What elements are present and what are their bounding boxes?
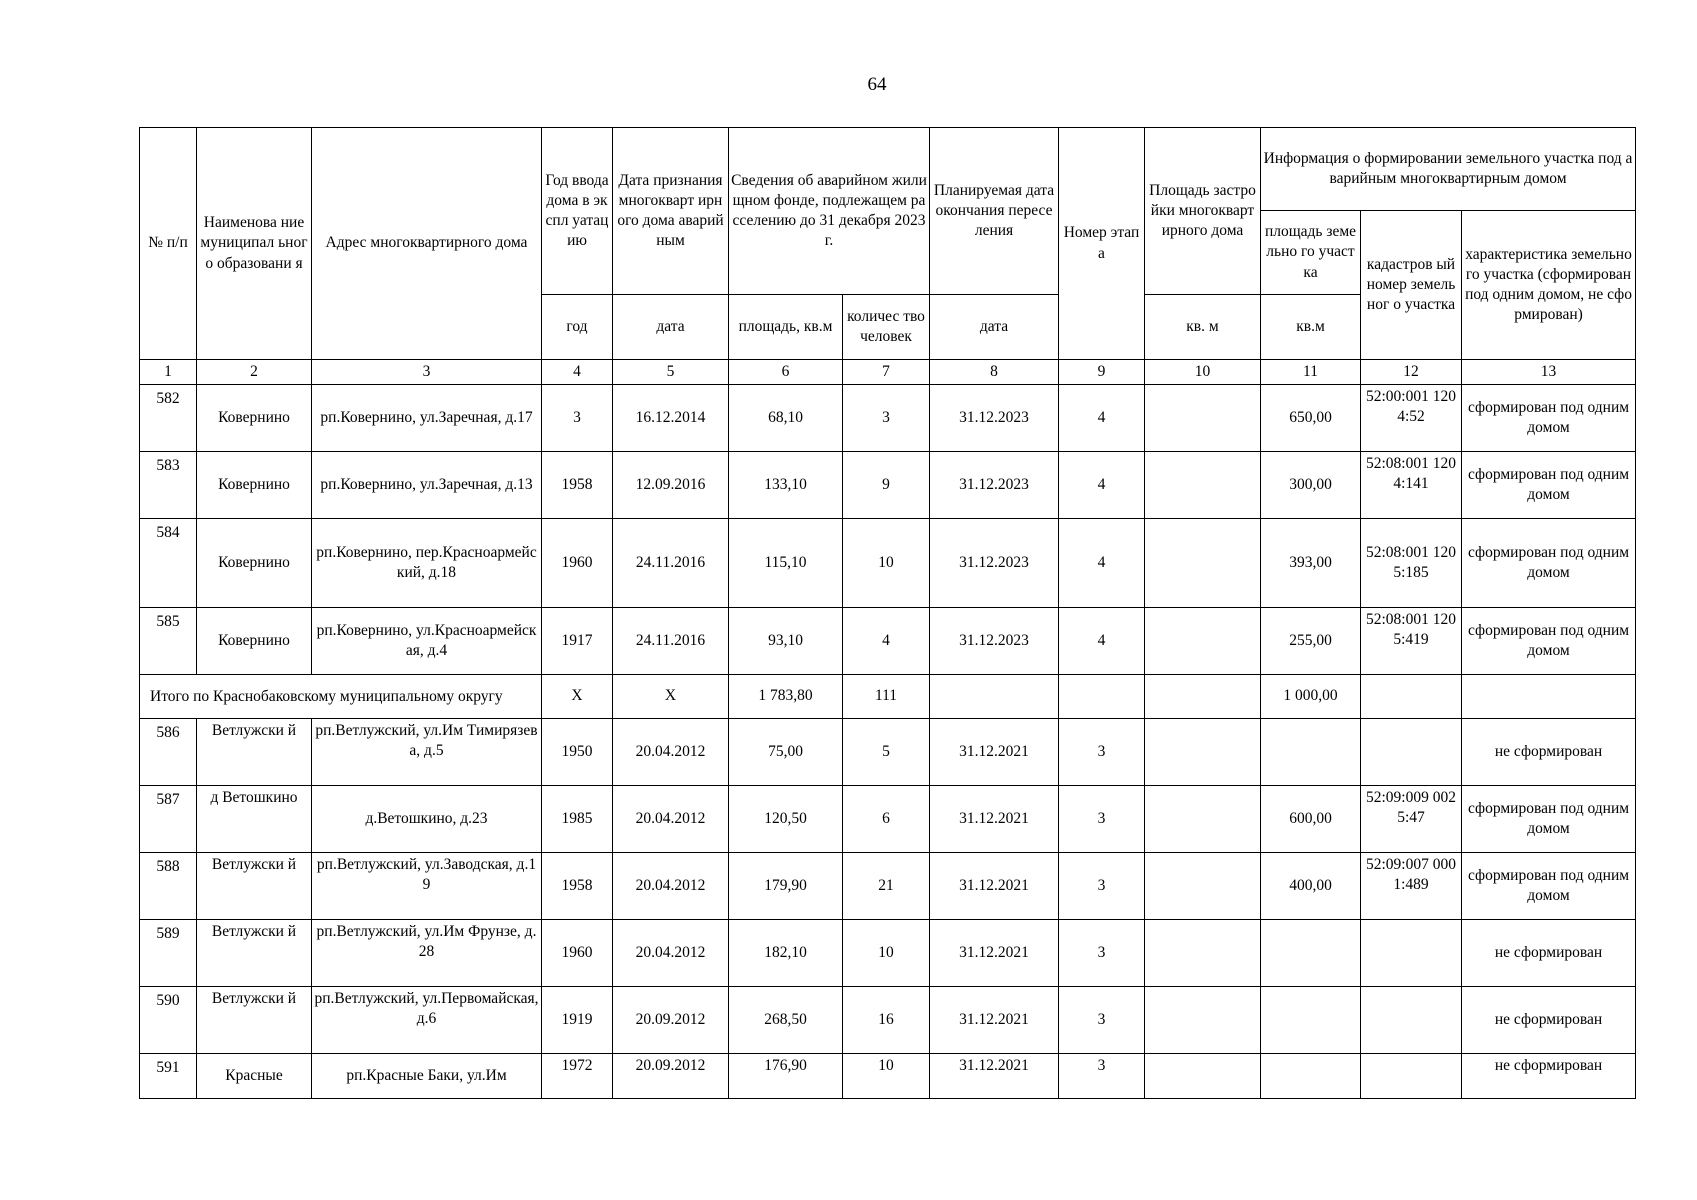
row-year: 1960: [542, 519, 613, 608]
row-cadastral: 52:08:001 1204:141: [1361, 452, 1462, 519]
row-cadastral: 52:08:001 1205:419: [1361, 608, 1462, 675]
row-people: 6: [843, 786, 930, 853]
row-land-char: не сформирован: [1462, 1054, 1636, 1099]
row-number: 582: [140, 385, 197, 452]
row-address: рп.Красные Баки, ул.Им: [312, 1054, 542, 1099]
table-row: [140, 452, 1636, 519]
row-stage: 3: [1059, 1054, 1145, 1099]
row-year: 1919: [542, 987, 613, 1054]
row-people: 10: [843, 920, 930, 987]
row-building-area: [1145, 385, 1261, 452]
row-building-area: [1145, 452, 1261, 519]
table-row: [140, 920, 1636, 987]
row-date: 24.11.2016: [613, 519, 729, 608]
table-row: [140, 519, 1636, 608]
row-stage: 3: [1059, 719, 1145, 786]
total-area: 1 783,80: [729, 675, 843, 719]
row-area: 120,50: [729, 786, 843, 853]
row-cadastral: 52:00:001 1204:52: [1361, 385, 1462, 452]
row-stage: 4: [1059, 452, 1145, 519]
header-building-area: Площадь застройки многокварт ирного дома: [1145, 128, 1261, 295]
row-cadastral: [1361, 719, 1462, 786]
row-building-area: [1145, 920, 1261, 987]
header-cadastral: кадастров ый номер земельног о участка: [1361, 211, 1462, 360]
row-number: 585: [140, 608, 197, 675]
row-municipality: Ветлужски й: [197, 987, 312, 1054]
header-unit-date: дата: [613, 295, 729, 360]
header-land-info: Информация о формировании земельного участка под аварийным многоквартирным домом: [1261, 128, 1636, 211]
row-area: 179,90: [729, 853, 843, 920]
row-municipality: Ветлужски й: [197, 853, 312, 920]
header-planned-date: Планируемая дата окончания переселения: [930, 128, 1059, 295]
column-number-row: [140, 360, 1636, 385]
table-row: [140, 987, 1636, 1054]
column-number: 1: [140, 360, 197, 385]
row-land-char: сформирован под одним домом: [1462, 452, 1636, 519]
row-land-area: 255,00: [1261, 608, 1361, 675]
column-number: 3: [312, 360, 542, 385]
row-people: 21: [843, 853, 930, 920]
row-land-area: 300,00: [1261, 452, 1361, 519]
header-unit-year: год: [542, 295, 613, 360]
row-year: 1950: [542, 719, 613, 786]
column-number: 10: [1145, 360, 1261, 385]
header-people-count: количес тво человек: [843, 295, 930, 360]
row-area: 93,10: [729, 608, 843, 675]
row-land-area: [1261, 987, 1361, 1054]
row-building-area: [1145, 608, 1261, 675]
row-address: рп.Ветлужский, ул.Первомайская, д.6: [312, 987, 542, 1054]
column-number: 11: [1261, 360, 1361, 385]
row-municipality: Ковернино: [197, 608, 312, 675]
row-municipality: Ковернино: [197, 519, 312, 608]
row-area: 176,90: [729, 1054, 843, 1099]
row-building-area: [1145, 1054, 1261, 1099]
row-area: 68,10: [729, 385, 843, 452]
row-year: 1972: [542, 1054, 613, 1099]
header-land-area: площадь земельно го участка: [1261, 211, 1361, 295]
column-number: 7: [843, 360, 930, 385]
row-people: 10: [843, 519, 930, 608]
row-area: 115,10: [729, 519, 843, 608]
row-stage: 4: [1059, 608, 1145, 675]
table-row: [140, 853, 1636, 920]
row-planned-date: 31.12.2023: [930, 452, 1059, 519]
header-stage: Номер этапа: [1059, 128, 1145, 360]
row-people: 4: [843, 608, 930, 675]
header-land-char: характеристика земельного участка (сформирован под одним домом, не сформирован): [1462, 211, 1636, 360]
row-number: 590: [140, 987, 197, 1054]
column-number: 13: [1462, 360, 1636, 385]
header-fund-info: Сведения об аварийном жилищном фонде, подлежащем расселению до 31 декабря 2023 г.: [729, 128, 930, 295]
header-area-sqm: площадь, кв.м: [729, 295, 843, 360]
header-num: № п/п: [140, 128, 197, 360]
row-land-area: [1261, 719, 1361, 786]
row-number: 587: [140, 786, 197, 853]
row-date: 20.09.2012: [613, 987, 729, 1054]
row-cadastral: [1361, 920, 1462, 987]
row-year: 1917: [542, 608, 613, 675]
row-land-char: сформирован под одним домом: [1462, 608, 1636, 675]
row-number: 591: [140, 1054, 197, 1099]
row-stage: 4: [1059, 519, 1145, 608]
row-number: 586: [140, 719, 197, 786]
table-row: [140, 1054, 1636, 1099]
row-address: рп.Ветлужский, ул.Заводская, д.19: [312, 853, 542, 920]
header-date-recognized: Дата признания многокварт ирного дома аварийным: [613, 128, 729, 295]
total-row: [140, 675, 1636, 719]
row-land-char: сформирован под одним домом: [1462, 786, 1636, 853]
row-land-area: [1261, 920, 1361, 987]
row-stage: 3: [1059, 920, 1145, 987]
row-land-char: сформирован под одним домом: [1462, 519, 1636, 608]
row-land-char: не сформирован: [1462, 987, 1636, 1054]
row-planned-date: 31.12.2021: [930, 853, 1059, 920]
column-number: 2: [197, 360, 312, 385]
header-address: Адрес многоквартирного дома: [312, 128, 542, 360]
total-year: Х: [542, 675, 613, 719]
row-land-area: 400,00: [1261, 853, 1361, 920]
row-date: 20.04.2012: [613, 719, 729, 786]
total-building-area: [1145, 675, 1261, 719]
row-date: 12.09.2016: [613, 452, 729, 519]
row-people: 3: [843, 385, 930, 452]
table-row: [140, 608, 1636, 675]
row-land-area: 600,00: [1261, 786, 1361, 853]
row-area: 182,10: [729, 920, 843, 987]
row-people: 16: [843, 987, 930, 1054]
header-unit-kvm-land: кв.м: [1261, 295, 1361, 360]
row-cadastral: 52:09:007 0001:489: [1361, 853, 1462, 920]
row-planned-date: 31.12.2021: [930, 1054, 1059, 1099]
row-stage: 3: [1059, 987, 1145, 1054]
total-land-char: [1462, 675, 1636, 719]
row-land-char: сформирован под одним домом: [1462, 385, 1636, 452]
table-row: [140, 385, 1636, 452]
row-land-area: [1261, 1054, 1361, 1099]
column-number: 9: [1059, 360, 1145, 385]
row-building-area: [1145, 987, 1261, 1054]
total-stage: [1059, 675, 1145, 719]
row-date: 20.04.2012: [613, 920, 729, 987]
row-date: 20.04.2012: [613, 786, 729, 853]
row-number: 589: [140, 920, 197, 987]
row-cadastral: [1361, 1054, 1462, 1099]
row-municipality: Ковернино: [197, 452, 312, 519]
row-address: рп.Ковернино, пер.Красноармейский, д.18: [312, 519, 542, 608]
header-unit-date2: дата: [930, 295, 1059, 360]
row-cadastral: 52:09:009 0025:47: [1361, 786, 1462, 853]
row-land-char: не сформирован: [1462, 920, 1636, 987]
total-planned-date: [930, 675, 1059, 719]
row-area: 75,00: [729, 719, 843, 786]
column-number: 8: [930, 360, 1059, 385]
table-row: [140, 786, 1636, 853]
total-land-area: 1 000,00: [1261, 675, 1361, 719]
row-municipality: Ветлужски й: [197, 920, 312, 987]
header-year: Год ввода дома в экспл уатац ию: [542, 128, 613, 295]
row-building-area: [1145, 786, 1261, 853]
row-area: 133,10: [729, 452, 843, 519]
page-number: 64: [867, 74, 887, 95]
row-address: рп.Ветлужский, ул.Им Фрунзе, д.28: [312, 920, 542, 987]
row-cadastral: [1361, 987, 1462, 1054]
total-label: Итого по Краснобаковскому муниципальному округу: [140, 675, 542, 719]
row-building-area: [1145, 853, 1261, 920]
column-number: 12: [1361, 360, 1462, 385]
row-stage: 3: [1059, 786, 1145, 853]
row-people: 10: [843, 1054, 930, 1099]
total-date: Х: [613, 675, 729, 719]
row-planned-date: 31.12.2021: [930, 719, 1059, 786]
row-land-area: 650,00: [1261, 385, 1361, 452]
header-unit-kvm-building: кв. м: [1145, 295, 1261, 360]
row-people: 9: [843, 452, 930, 519]
row-year: 3: [542, 385, 613, 452]
total-cadastral: [1361, 675, 1462, 719]
table-row: [140, 719, 1636, 786]
header-municipality: Наименова ние муниципал ьного образовани я: [197, 128, 312, 360]
row-area: 268,50: [729, 987, 843, 1054]
row-address: рп.Ветлужский, ул.Им Тимирязева, д.5: [312, 719, 542, 786]
emergency-housing-table: [139, 127, 1636, 1099]
column-number: 5: [613, 360, 729, 385]
row-cadastral: 52:08:001 1205:185: [1361, 519, 1462, 608]
row-planned-date: 31.12.2023: [930, 608, 1059, 675]
row-planned-date: 31.12.2021: [930, 920, 1059, 987]
row-date: 20.09.2012: [613, 1054, 729, 1099]
total-people: 111: [843, 675, 930, 719]
row-planned-date: 31.12.2021: [930, 987, 1059, 1054]
row-address: рп.Ковернино, ул.Заречная, д.17: [312, 385, 542, 452]
row-number: 588: [140, 853, 197, 920]
row-number: 584: [140, 519, 197, 608]
row-municipality: Ковернино: [197, 385, 312, 452]
row-address: рп.Ковернино, ул.Заречная, д.13: [312, 452, 542, 519]
row-year: 1958: [542, 452, 613, 519]
row-stage: 3: [1059, 853, 1145, 920]
row-date: 16.12.2014: [613, 385, 729, 452]
row-stage: 4: [1059, 385, 1145, 452]
column-number: 6: [729, 360, 843, 385]
row-year: 1960: [542, 920, 613, 987]
row-date: 24.11.2016: [613, 608, 729, 675]
row-date: 20.04.2012: [613, 853, 729, 920]
row-municipality: Ветлужски й: [197, 719, 312, 786]
row-building-area: [1145, 519, 1261, 608]
row-planned-date: 31.12.2023: [930, 519, 1059, 608]
column-number: 4: [542, 360, 613, 385]
row-land-char: не сформирован: [1462, 719, 1636, 786]
row-land-area: 393,00: [1261, 519, 1361, 608]
row-number: 583: [140, 452, 197, 519]
row-municipality: д Ветошкино: [197, 786, 312, 853]
row-year: 1958: [542, 853, 613, 920]
row-address: д.Ветошкино, д.23: [312, 786, 542, 853]
row-building-area: [1145, 719, 1261, 786]
row-planned-date: 31.12.2023: [930, 385, 1059, 452]
row-people: 5: [843, 719, 930, 786]
row-address: рп.Ковернино, ул.Красноармейская, д.4: [312, 608, 542, 675]
row-year: 1985: [542, 786, 613, 853]
row-municipality: Красные: [197, 1054, 312, 1099]
row-planned-date: 31.12.2021: [930, 786, 1059, 853]
row-land-char: сформирован под одним домом: [1462, 853, 1636, 920]
